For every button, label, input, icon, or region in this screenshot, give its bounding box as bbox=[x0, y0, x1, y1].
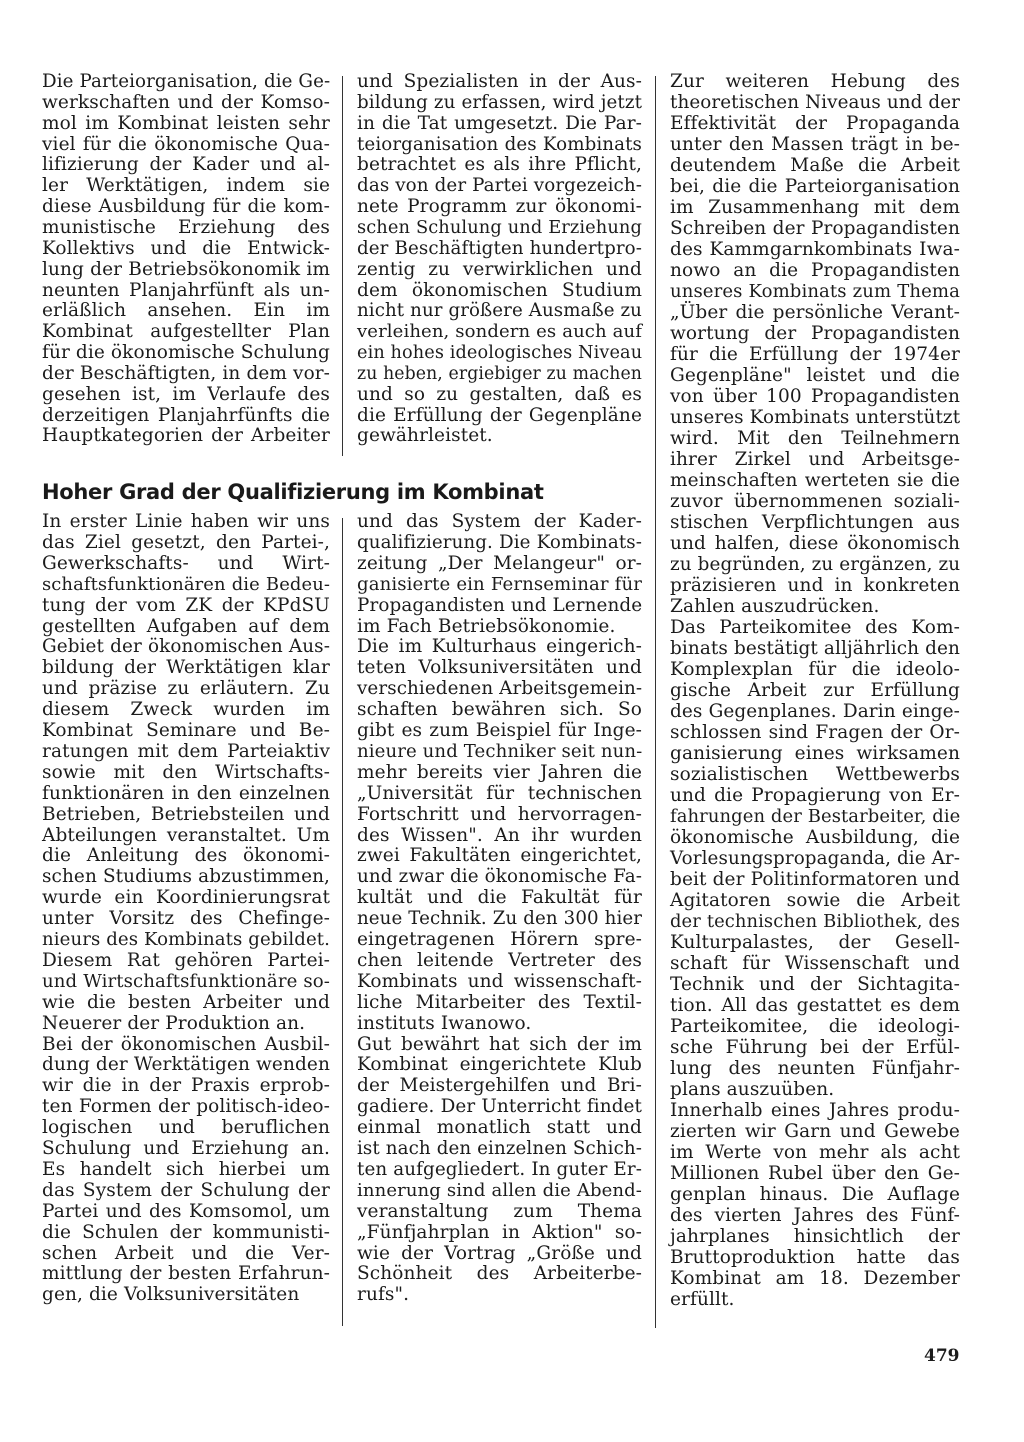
text-line: ler Werktätigen, indem sie bbox=[42, 175, 330, 197]
text-line: und halfen, diese ökonomisch bbox=[670, 533, 960, 554]
text-line: ten Formen der politisch-ideo- bbox=[42, 1096, 330, 1118]
text-line: zu heben, ergiebiger zu machen bbox=[357, 363, 642, 384]
text-line: Bruttoproduktion hatte das bbox=[670, 1247, 960, 1268]
text-line: Schreiben der Propagandisten bbox=[670, 218, 960, 239]
column-rule-top bbox=[342, 76, 343, 456]
text-line: Parteikomitee, die ideologi- bbox=[670, 1016, 960, 1037]
text-line: stischen Verpflichtungen aus bbox=[670, 512, 960, 533]
text-line: Das Parteikomitee des Kom- bbox=[670, 617, 960, 638]
text-line: funktionären in den einzelnen bbox=[42, 782, 330, 804]
text-line: binats bestätigt alljährlich den bbox=[670, 638, 960, 659]
text-line: ganisierte ein Fernseminar für bbox=[357, 573, 642, 595]
text-line: liche Mitarbeiter des Textil- bbox=[357, 991, 642, 1013]
text-line: Hauptkategorien der Arbeiter bbox=[42, 425, 330, 447]
text-line: gewährleistet. bbox=[357, 425, 493, 447]
text-line: des Gegenplanes. Darin einge- bbox=[670, 701, 960, 722]
text-line: kultät und die Fakultät für bbox=[357, 887, 642, 909]
text-line: mol im Kombinat leisten sehr bbox=[42, 112, 330, 134]
text-line: im Fach Betriebsökonomie. bbox=[357, 615, 616, 637]
text-line: dem ökonomischen Studium bbox=[357, 279, 642, 301]
text-line: sowie mit den Wirtschafts- bbox=[42, 761, 330, 783]
text-line: zeitung „Der Melangeur" or- bbox=[357, 552, 642, 574]
text-line: tung der vom ZK der KPdSU bbox=[42, 594, 330, 616]
column-rule-right bbox=[655, 76, 656, 1328]
text-line: Abteilungen veranstaltet. Um bbox=[42, 824, 330, 846]
text-line: und zwar die ökonomische Fa- bbox=[357, 866, 642, 888]
text-line: für die ökonomische Schulung bbox=[42, 342, 330, 364]
text-line: und Wirtschaftsfunktionäre so- bbox=[42, 970, 330, 992]
section-heading: Hoher Grad der Qualifizierung im Kombinat bbox=[42, 480, 544, 504]
text-line: bei, die die Parteiorganisation bbox=[670, 176, 960, 197]
text-line: Die Parteiorganisation, die Ge- bbox=[42, 71, 331, 92]
text-line: instituts Iwanowo. bbox=[357, 1012, 532, 1034]
text-line: nete Programm zur ökonomi- bbox=[357, 196, 642, 218]
text-line: bildung der Werktätigen klar bbox=[42, 657, 330, 679]
text-line: Gewerkschafts- und Wirt- bbox=[42, 552, 330, 574]
text-line: ein hohes ideologisches Niveau bbox=[357, 343, 643, 364]
text-line: nowo an die Propagandisten bbox=[670, 260, 960, 281]
text-line: das Ziel gesetzt, den Partei-, bbox=[42, 531, 330, 553]
text-line: gen, die Volksuniversitäten bbox=[42, 1284, 300, 1306]
text-line: schaftsfunktionären die Bedeu- bbox=[42, 573, 330, 595]
text-line: die Schulen der kommunisti- bbox=[42, 1221, 330, 1243]
text-line: verschiedenen Arbeitsgemein- bbox=[357, 678, 643, 700]
text-line: zuvor übernommenen soziali- bbox=[670, 491, 960, 512]
text-line: lung des neunten Fünfjahr- bbox=[670, 1058, 960, 1079]
text-line: wir die in der Praxis erprob- bbox=[42, 1075, 330, 1097]
page-number: 479 bbox=[924, 1346, 960, 1366]
text-line: tion. All das gestattet es dem bbox=[670, 995, 960, 1016]
text-line: munistische Erziehung des bbox=[42, 216, 330, 238]
text-line: Die im Kulturhaus eingerich- bbox=[357, 636, 642, 658]
text-line: sche Führung bei der Erfül- bbox=[670, 1037, 960, 1058]
text-line: Effektivität der Propaganda bbox=[670, 113, 960, 134]
text-line: ratungen mit dem Parteiaktiv bbox=[42, 740, 330, 762]
text-line: zentig zu verwirklichen und bbox=[357, 258, 642, 280]
text-line: gische Arbeit zur Erfüllung bbox=[670, 680, 960, 701]
text-line: Kombinat Seminare und Be- bbox=[42, 720, 330, 741]
text-line: ist nach den einzelnen Schich- bbox=[357, 1138, 642, 1159]
text-line: diese Ausbildung für die kom- bbox=[42, 196, 330, 218]
text-line: Technik und der Sichtagita- bbox=[670, 974, 960, 995]
text-line: Kombinat am 18. Dezember bbox=[670, 1268, 960, 1289]
text-line: In erster Linie haben wir uns bbox=[42, 511, 330, 532]
text-line: wird. Mit den Teilnehmern bbox=[670, 428, 960, 449]
text-line: zierten wir Garn und Gewebe bbox=[670, 1121, 960, 1142]
text-line: derzeitigen Planjahrfünfts die bbox=[42, 404, 330, 426]
text-line: Millionen Rubel über den Ge- bbox=[670, 1163, 960, 1184]
text-line: Schulung und Erziehung an. bbox=[42, 1138, 330, 1159]
text-line: sozialistischen Wettbewerbs bbox=[670, 764, 960, 785]
text-line: wie der Vortrag „Größe und bbox=[357, 1242, 642, 1264]
text-line: im Werte von mehr als acht bbox=[670, 1142, 960, 1163]
text-line: Schönheit des Arbeiterbe- bbox=[357, 1263, 642, 1285]
text-line: „Fünfjahrplan in Aktion" so- bbox=[357, 1221, 642, 1243]
text-line: Kombinat eingerichtete Klub bbox=[357, 1054, 642, 1076]
text-line: zwei Fakultäten eingerichtet, bbox=[357, 845, 642, 867]
text-line: werkschaften und der Komso- bbox=[42, 91, 330, 113]
text-line: Partei und des Komsomol, um bbox=[42, 1200, 330, 1222]
text-line: und die Propagierung von Er- bbox=[670, 785, 960, 806]
text-line: Gegenpläne" leistet und die bbox=[670, 365, 960, 386]
text-line: meinschaften werteten sie die bbox=[670, 470, 960, 491]
text-line: Kombinat aufgestellter Plan bbox=[42, 321, 330, 343]
text-line: die Anleitung des ökonomi- bbox=[42, 845, 330, 867]
text-line: nieurs des Kombinats gebildet. bbox=[42, 929, 331, 950]
text-line: logischen und beruflichen bbox=[42, 1117, 330, 1139]
text-line: der technischen Bibliothek, des bbox=[670, 911, 960, 932]
text-line: dung der Werktätigen wenden bbox=[42, 1054, 330, 1076]
text-line: Agitatoren sowie die Arbeit bbox=[670, 890, 960, 911]
text-line: und das System der Kader- bbox=[357, 511, 642, 532]
text-line: wurde ein Koordinierungsrat bbox=[42, 887, 330, 909]
text-line: das von der Partei vorgezeich- bbox=[357, 175, 643, 197]
text-line: Zur weiteren Hebung des bbox=[670, 71, 960, 92]
text-line: schen Arbeit und die Ver- bbox=[42, 1242, 330, 1264]
text-line: des vierten Jahres des Fünf- bbox=[670, 1205, 960, 1226]
text-line: präzisieren und in konkreten bbox=[670, 575, 960, 596]
text-line: eingetragenen Hörern spre- bbox=[357, 929, 642, 950]
text-line: und präzise zu erläutern. Zu bbox=[42, 678, 330, 700]
text-line: ökonomische Ausbildung, die bbox=[670, 827, 960, 848]
text-line: neue Technik. Zu den 300 hier bbox=[357, 908, 642, 930]
text-line: unter Vorsitz des Chefinge- bbox=[42, 908, 330, 930]
text-line: Gut bewährt hat sich der im bbox=[357, 1033, 642, 1055]
text-line: beit der Politinformatoren und bbox=[670, 869, 960, 890]
text-line: Zahlen auszudrücken. bbox=[670, 596, 880, 617]
text-line: genplan hinaus. Die Auflage bbox=[670, 1184, 960, 1205]
text-line: verleihen, sondern es auch auf bbox=[357, 321, 642, 343]
text-line: zu begründen, zu ergänzen, zu bbox=[670, 554, 961, 575]
text-line: „Universität für technischen bbox=[357, 782, 642, 804]
text-line: des Wissen". An ihr wurden bbox=[357, 824, 642, 846]
text-line: betrachtet es als ihre Pflicht, bbox=[357, 154, 642, 176]
text-line: viel für die ökonomische Qua- bbox=[42, 133, 330, 155]
text-line: mehr bereits vier Jahren die bbox=[357, 761, 642, 783]
text-line: theoretischen Niveaus und der bbox=[670, 92, 960, 113]
text-line: nieure und Techniker seit nun- bbox=[357, 740, 643, 762]
text-line: in die Tat umgesetzt. Die Par- bbox=[357, 112, 642, 134]
text-line: ihrer Zirkel und Arbeitsge- bbox=[670, 449, 960, 470]
text-line: Betrieben, Betriebsteilen und bbox=[42, 803, 330, 825]
text-line: ten aufgegliedert. In guter Er- bbox=[357, 1158, 642, 1180]
text-line: veranstaltung zum Thema bbox=[357, 1200, 642, 1222]
text-line: Innerhalb eines Jahres produ- bbox=[670, 1100, 960, 1121]
text-line: unter den Massen trägt in be- bbox=[670, 134, 960, 155]
text-line: Kollektivs und die Entwick- bbox=[42, 237, 330, 259]
text-line: Vorlesungspropaganda, die Ar- bbox=[670, 848, 961, 869]
text-line: schlossen sind Fragen der Or- bbox=[670, 722, 960, 743]
text-line: unseres Kombinats zum Thema bbox=[670, 281, 960, 302]
text-line: unseres Kombinats unterstützt bbox=[670, 407, 961, 428]
text-line: erfüllt. bbox=[670, 1289, 735, 1310]
text-line: teiorganisation des Kombinats bbox=[357, 133, 642, 155]
text-line: Propagandisten und Lernende bbox=[357, 594, 643, 616]
text-line: chen leitende Vertreter des bbox=[357, 949, 642, 971]
text-line: diesem Zweck wurden im bbox=[42, 699, 330, 721]
text-line: schen Studiums abzustimmen, bbox=[42, 866, 330, 888]
text-line: schaften bewähren sich. So bbox=[357, 699, 642, 721]
text-line: lifizierung der Kader und al- bbox=[42, 154, 330, 176]
text-line: gibt es zum Beispiel für Inge- bbox=[357, 720, 642, 741]
text-line: plans auszuüben. bbox=[670, 1079, 835, 1100]
text-line: Kulturpalastes, der Gesell- bbox=[670, 932, 960, 953]
text-line: Komplexplan für die ideolo- bbox=[670, 659, 960, 680]
text-line: deutendem Maße die Arbeit bbox=[670, 155, 960, 176]
text-line: Diesem Rat gehören Partei- bbox=[42, 949, 330, 971]
text-line: neunten Planjahrfünft als un- bbox=[42, 279, 330, 301]
column-rule-bottom bbox=[342, 518, 343, 1326]
text-line: nicht nur größere Ausmaße zu bbox=[357, 300, 642, 322]
text-line: lung der Betriebsökonomik im bbox=[42, 258, 330, 280]
text-line: der Beschäftigten hundertpro- bbox=[357, 237, 642, 259]
text-line: innerung sind allen die Abend- bbox=[357, 1179, 642, 1201]
text-line: „Über die persönliche Verant- bbox=[670, 302, 960, 323]
text-line: gesehen ist, im Verlaufe des bbox=[42, 383, 330, 405]
text-line: Bei der ökonomischen Ausbil- bbox=[42, 1033, 330, 1055]
text-line: mittlung der besten Erfahrun- bbox=[42, 1263, 330, 1285]
text-line: Fortschritt und hervorragen- bbox=[357, 803, 642, 825]
text-line: fahrungen der Bestarbeiter, die bbox=[670, 806, 961, 827]
text-line: das System der Schulung der bbox=[42, 1179, 330, 1201]
text-line: wortung der Propagandisten bbox=[670, 323, 960, 344]
text-line: Kombinats und wissenschaft- bbox=[357, 970, 642, 992]
text-line: jahrplanes hinsichtlich der bbox=[670, 1226, 960, 1247]
text-line: und Spezialisten in der Aus- bbox=[357, 71, 642, 92]
text-line: von über 100 Propagandisten bbox=[670, 386, 960, 407]
text-line: bildung zu erfassen, wird jetzt bbox=[357, 91, 642, 113]
text-line: ganisierung eines wirksamen bbox=[670, 743, 960, 764]
text-line: der Beschäftigten, in dem vor- bbox=[42, 362, 330, 384]
text-line: und so zu gestalten, daß es bbox=[357, 383, 642, 405]
text-line: der Meistergehilfen und Bri- bbox=[357, 1075, 642, 1097]
text-line: qualifizierung. Die Kombinats- bbox=[357, 531, 642, 553]
text-line: teten Volksuniversitäten und bbox=[357, 657, 642, 679]
text-line: Neuerer der Produktion an. bbox=[42, 1012, 306, 1034]
text-line: für die Erfüllung der 1974er bbox=[670, 344, 960, 365]
text-line: Es handelt sich hierbei um bbox=[42, 1158, 330, 1180]
text-line: gadiere. Der Unterricht findet bbox=[357, 1096, 642, 1118]
text-line: wie die besten Arbeiter und bbox=[42, 991, 330, 1013]
text-line: schen Schulung und Erziehung bbox=[357, 216, 642, 238]
text-line: die Erfüllung der Gegenpläne bbox=[357, 404, 642, 426]
text-line: erläßlich ansehen. Ein im bbox=[42, 300, 330, 322]
text-line: gestellten Aufgaben auf dem bbox=[42, 615, 330, 637]
text-line: im Zusammenhang mit dem bbox=[670, 197, 960, 218]
text-line: schaft für Wissenschaft und bbox=[670, 953, 960, 974]
text-line: des Kammgarnkombinats Iwa- bbox=[670, 239, 960, 260]
text-line: rufs". bbox=[357, 1284, 410, 1306]
text-line: Gebiet der ökonomischen Aus- bbox=[42, 636, 330, 658]
text-line: einmal monatlich statt und bbox=[357, 1117, 642, 1139]
